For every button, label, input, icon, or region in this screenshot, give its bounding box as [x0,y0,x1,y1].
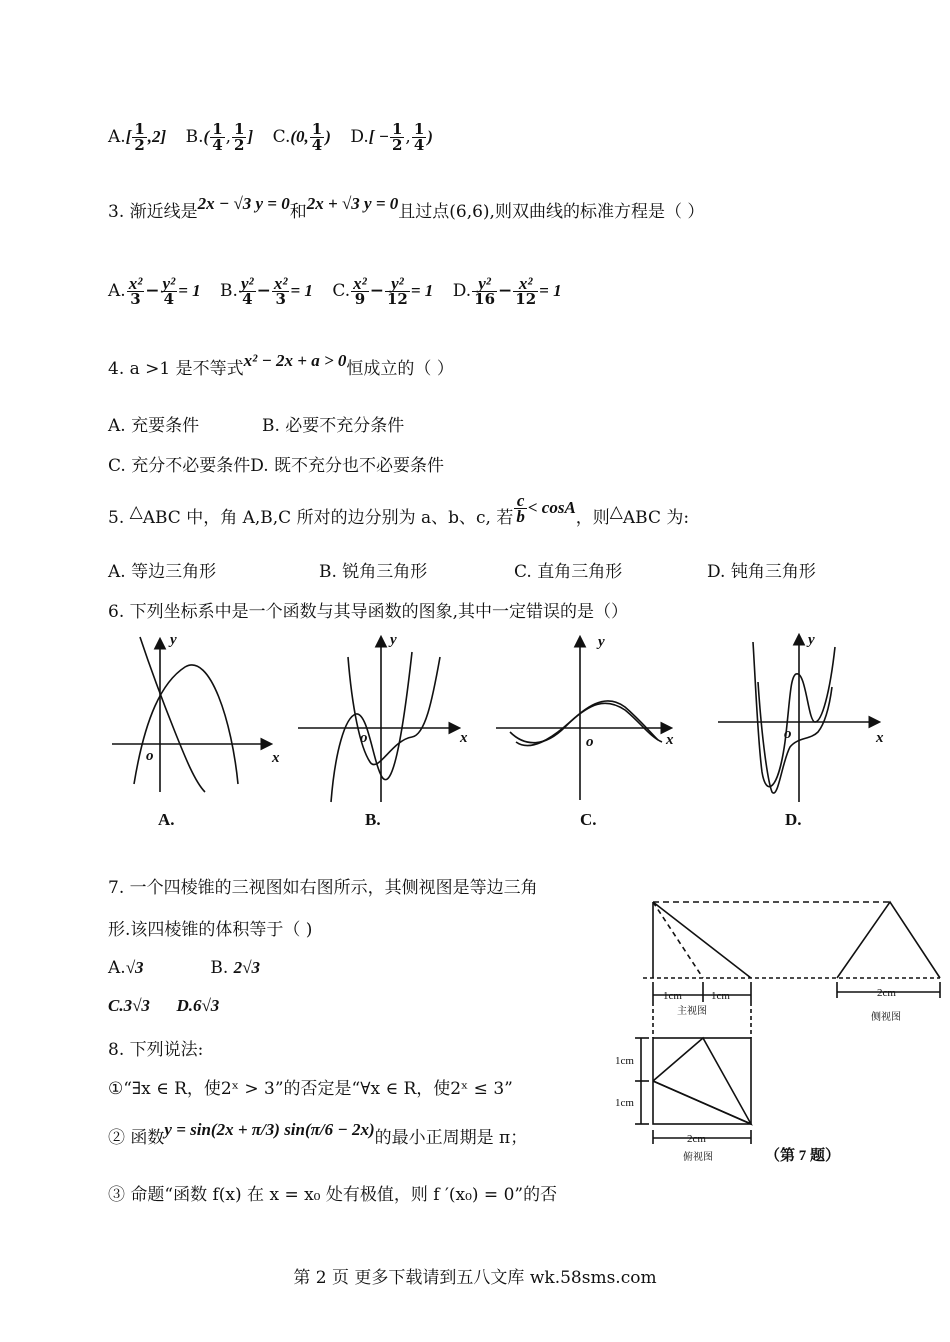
graph-b-caption: B. [365,810,381,829]
triangle-symbol: △ [129,502,143,522]
figure-caption: （第 7 题） [765,1148,841,1164]
graph-a-y-label: y [170,632,177,648]
top-view-label: 俯视图 [683,1152,713,1163]
graph-d-y-label: y [808,632,815,648]
q3-option-d: D. $\frac{\text{y²}}{16}$ − $\frac{\text{x²}}{12}$ = 1 [452,274,562,308]
graph-c-caption: C. [580,810,597,829]
q7-stem-line2: 形.该四棱锥的体积等于（ ) [108,920,313,940]
side-view-label: 侧视图 [871,1012,901,1023]
graph-d [718,636,878,802]
graph-b-y-label: y [390,632,397,648]
q4-stem: 4. a >1 是不等式x² − 2x + a > 0恒成立的（ ） [108,351,454,379]
q6-graphs [0,622,950,842]
dim-1cm-b: 1cm [711,990,730,1002]
q7-options-ab: A.√3 B. 2√3 [108,958,260,978]
graph-b-origin: o [360,730,368,746]
q2-options [108,122,447,153]
graph-d-caption: D. [785,810,802,829]
q3-stem: 3. 渐近线是2x − √3 y = 0和2x + √3 y = 0且过点(6,6),则双曲线的标准方程是（ ） [108,194,705,222]
graph-c-x-label: x [666,732,674,748]
graph-a-x-label: x [272,750,280,766]
q2-option-b: B.( $\frac{1}{4}$ , $\frac{1}{2}$ ] [185,120,254,154]
q7-options-cd: C.3√3 D.6√3 [108,996,220,1015]
graph-d-x-label: x [876,730,884,746]
q3-options [108,276,576,307]
q4-option-b: B. 必要不充分条件 [262,416,405,436]
dim-2cm-side: 2cm [877,987,896,999]
graph-c-origin: o [586,734,594,750]
front-view-label: 主视图 [677,1006,707,1017]
q4-option-a: A. 充要条件 [108,416,200,436]
q5-option-a: A. 等边三角形 [108,562,217,582]
graph-b-x-label: x [460,730,468,746]
graph-a [112,637,270,792]
q2-option-a: A.[ $\frac{1}{2}$ ,2] [108,120,167,154]
q8-title: 8. 下列说法: [108,1040,204,1060]
q5-option-b: B. 锐角三角形 [319,562,428,582]
graph-c [496,638,670,800]
graph-a-origin: o [146,748,154,764]
q6-stem: 6. 下列坐标系中是一个函数与其导函数的图象,其中一定错误的是（） [108,602,629,622]
q2-option-d: D.[ − $\frac{1}{2}$ , $\frac{1}{4}$ ) [350,120,433,154]
dim-1cm-c: 1cm [615,1055,634,1067]
q5-stem: 5. △ABC 中，角 A,B,C 所对的边分别为 a、b、c, 若 $\frac{c}{b}$ < cosA，则△ABC 为: [108,491,690,528]
graph-d-origin: o [784,726,792,742]
q4-option-cd: C. 充分不必要条件D. 既不充分也不必要条件 [108,456,445,476]
dim-1cm-a: 1cm [663,990,682,1002]
q8-item-3: ③ 命题“函数 f(x) 在 x = x₀ 处有极值，则 f ′(x₀) = 0”的否 [108,1185,558,1205]
q7-three-view-figure [615,890,945,1180]
q5-option-c: C. 直角三角形 [514,562,623,582]
q3-option-c: C. $\frac{\text{x²}}{9}$ − $\frac{\text{y²}}{12}$ = 1 [332,274,434,308]
q5-option-d: D. 钝角三角形 [707,562,816,582]
q2-option-c: C.(0, $\frac{1}{4}$ ) [272,120,331,154]
dim-1cm-d: 1cm [615,1097,634,1109]
graph-c-y-label: y [598,634,605,650]
dim-2cm-top: 2cm [687,1133,706,1145]
q3-option-a: A. $\frac{\text{x²}}{3}$ − $\frac{\text{y²}}{4}$ = 1 [108,274,201,308]
graph-a-caption: A. [158,810,175,829]
q8-item-2: ② 函数y = sin(2x + π/3) sin(π/6 − 2x)的最小正周期是 π； [108,1120,528,1148]
page-footer: 第 2 页 更多下载请到五八文库 wk.58sms.com [293,1268,657,1288]
q7-stem-line1: 7. 一个四棱锥的三视图如右图所示，其侧视图是等边三角 [108,878,538,898]
q3-option-b: B. $\frac{\text{y²}}{4}$ − $\frac{\text{x²}}{3}$ = 1 [220,274,313,308]
q8-item-1: ①“∃x ∈ R，使2ˣ > 3”的否定是“∀x ∈ R，使2ˣ ≤ 3” [108,1079,513,1099]
graph-b [298,638,458,802]
